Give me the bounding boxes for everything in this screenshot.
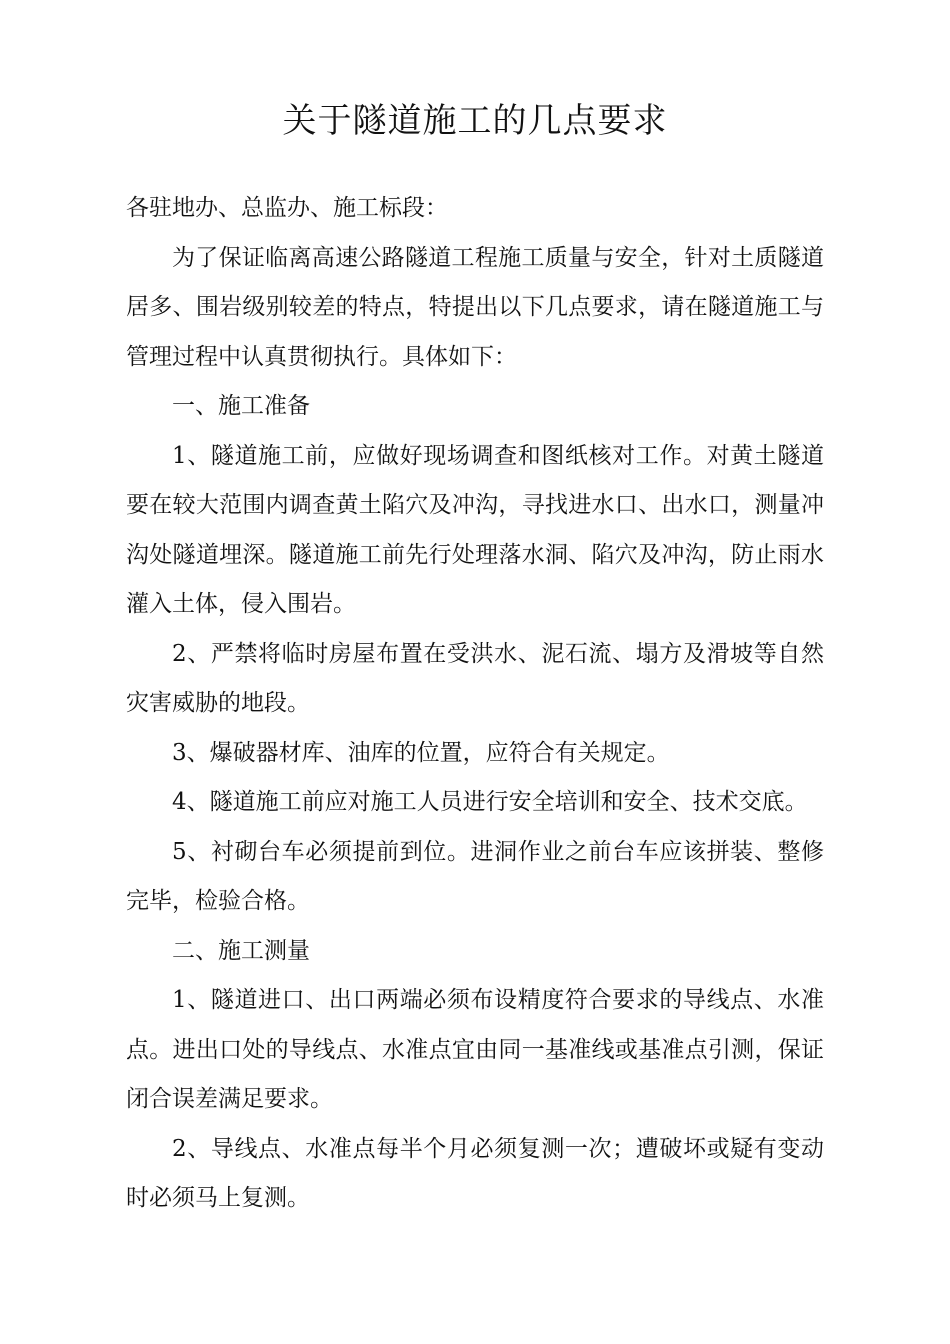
document-body [126, 184, 824, 1224]
preparation-item-4: 4、隧道施工前应对施工人员进行安全培训和安全、技术交底。 [172, 789, 808, 815]
document-title: 关于隧道施工的几点要求 [282, 101, 668, 141]
survey-item-1: 1、隧道进口、出口两端必须布设精度符合要求的导线点、水准点。进出口处的导线点、水准点宜由同一基准线或基准点引测，保证闭合误差满足要求。 [126, 987, 824, 1112]
survey-item-2: 2、导线点、水准点每半个月必须复测一次；遭破坏或疑有变动时必须马上复测。 [126, 1135, 824, 1211]
preparation-item-5: 5、衬砌台车必须提前到位。进洞作业之前台车应该拼装、整修完毕，检验合格。 [126, 838, 824, 914]
preparation-item-2: 2、严禁将临时房屋布置在受洪水、泥石流、塌方及滑坡等自然灾害威胁的地段。 [126, 640, 824, 716]
preparation-item-3: 3、爆破器材库、油库的位置，应符合有关规定。 [172, 739, 670, 766]
salutation: 各驻地办、总监办、施工标段： [126, 195, 448, 221]
intro-paragraph: 为了保证临离高速公路隧道工程施工质量与安全，针对土质隧道居多、围岩级别较差的特点，特提出以下几点要求，请在隧道施工与管理过程中认真贯彻执行。具体如下： [126, 244, 824, 370]
section-heading-survey: 二、施工测量 [172, 937, 310, 964]
preparation-item-1: 1、隧道施工前，应做好现场调查和图纸核对工作。对黄土隧道要在较大范围内调查黄土陷穴及冲沟，寻找进水口、出水口，测量冲沟处隧道埋深。隧道施工前先行处理落水洞、陷穴及冲沟，防止雨水灌入土体，侵入围岩。 [126, 442, 824, 617]
section-heading-preparation: 一、施工准备 [172, 393, 310, 419]
